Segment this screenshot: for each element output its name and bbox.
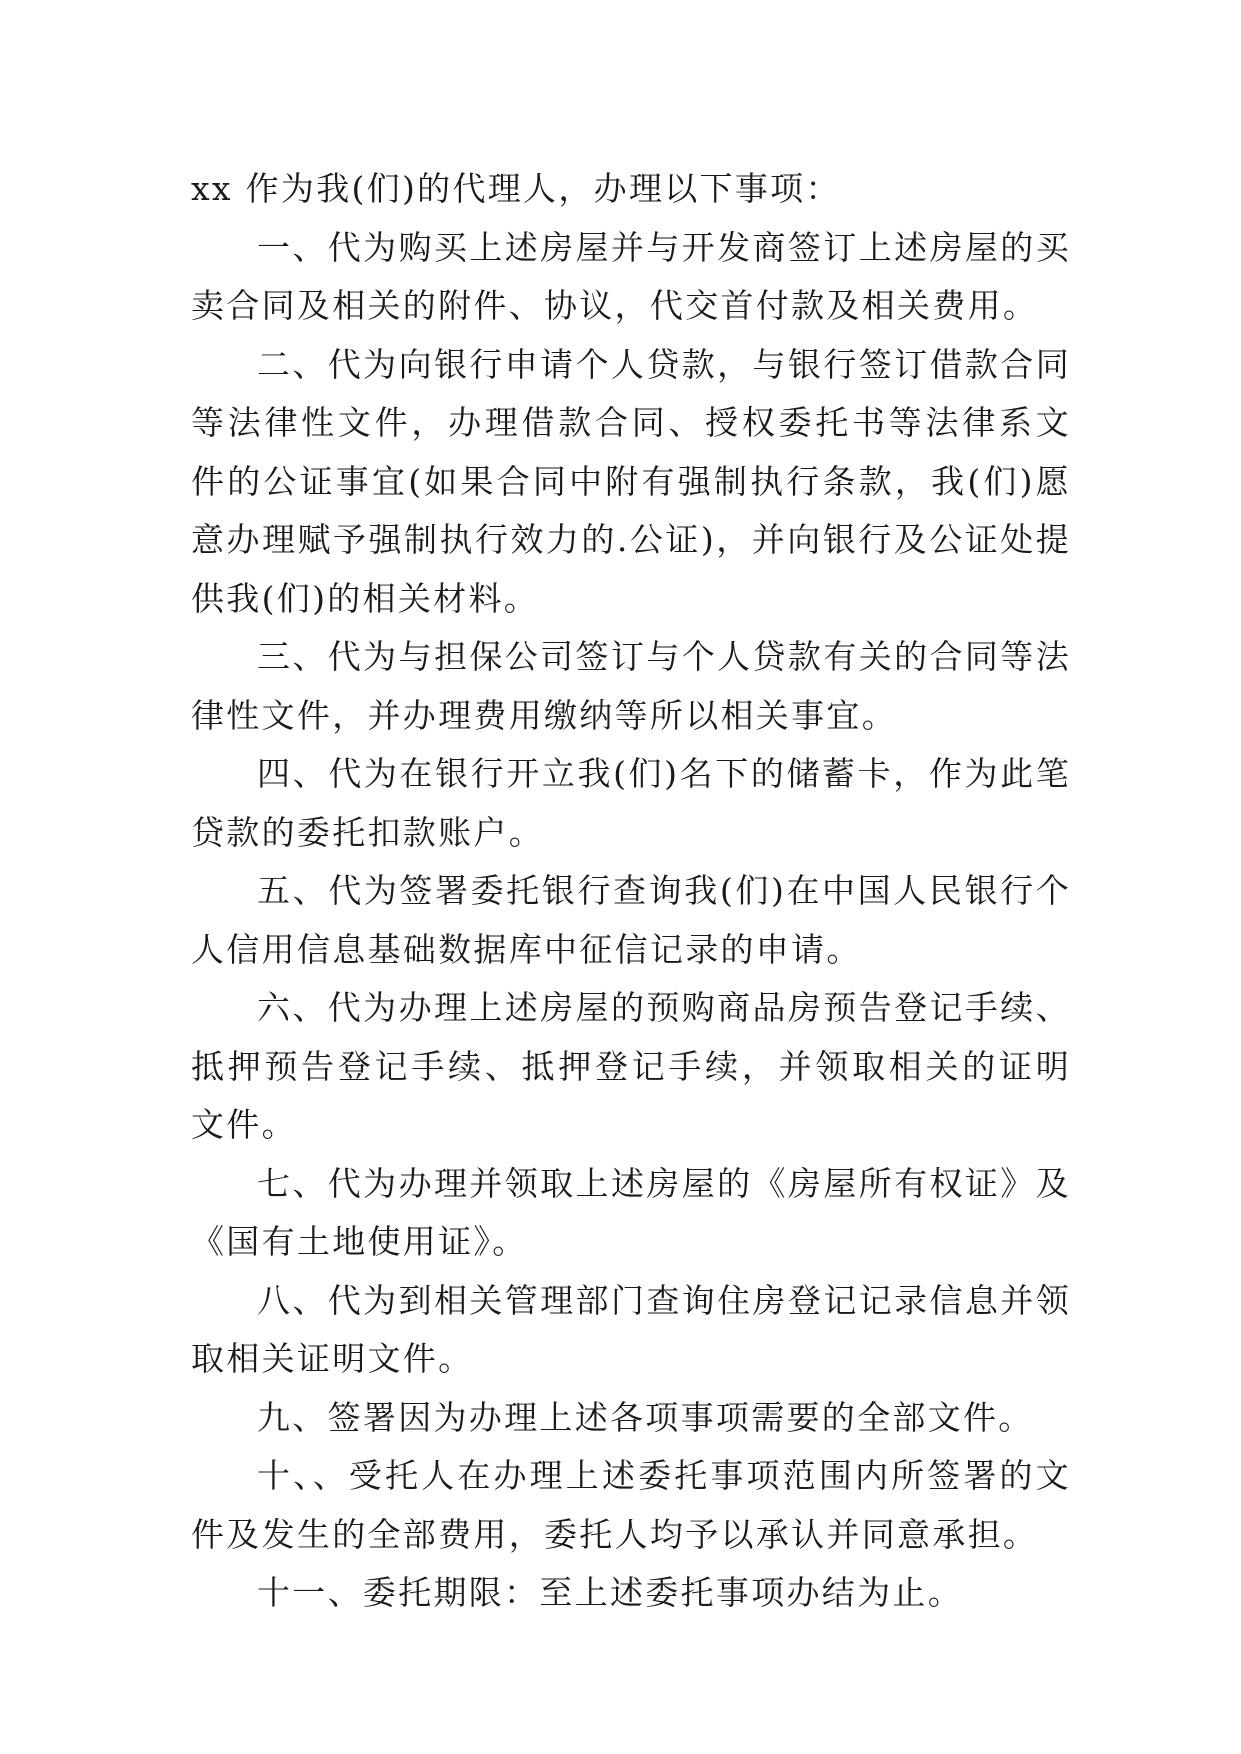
paragraph-item-8: 八、代为到相关管理部门查询住房登记记录信息并领取相关证明文件。	[191, 1280, 1071, 1378]
paragraph-item-1: 一、代为购买上述房屋并与开发商签订上述房屋的买卖合同及相关的附件、协议，代交首付款及相关费用。	[191, 227, 1071, 325]
paragraph-item-9: 九、签署因为办理上述各项事项需要的全部文件。	[257, 1397, 1034, 1437]
paragraph-item-11: 十一、委托期限：至上述委托事项办结为止。	[257, 1573, 963, 1612]
paragraph-item-7: 七、代为办理并领取上述房屋的《房屋所有权证》及《国有土地使用证》。	[191, 1163, 1071, 1261]
paragraph-item-6: 六、代为办理上述房屋的预购商品房预告登记手续、抵押预告登记手续、抵押登记手续，并领取相关的证明文件。	[191, 988, 1071, 1144]
paragraph-item-2: 二、代为向银行申请个人贷款，与银行签订借款合同等法律性文件，办理借款合同、授权委托书等法律系文件的公证事宜(如果合同中附有强制执行条款，我(们)愿意办理赋予强制执行效力的.公证)，并向银行及公证处提供我(们)的相关材料。	[191, 344, 1071, 618]
paragraph-item-4: 四、代为在银行开立我(们)名下的储蓄卡，作为此笔贷款的委托扣款账户。	[191, 754, 1071, 852]
paragraph-item-3: 三、代为与担保公司签订与个人贷款有关的合同等法律性文件，并办理费用缴纳等所以相关事宜。	[191, 637, 1071, 735]
paragraph-intro: xx 作为我(们)的代理人，办理以下事项：	[191, 169, 841, 208]
paragraph-item-5: 五、代为签署委托银行查询我(们)在中国人民银行个人信用信息基础数据库中征信记录的申请。	[191, 871, 1071, 969]
paragraph-item-10: 十、、受托人在办理上述委托事项范围内所签署的文件及发生的全部费用，委托人均予以承认并同意承担。	[191, 1456, 1071, 1554]
document-page	[191, 160, 1071, 1623]
